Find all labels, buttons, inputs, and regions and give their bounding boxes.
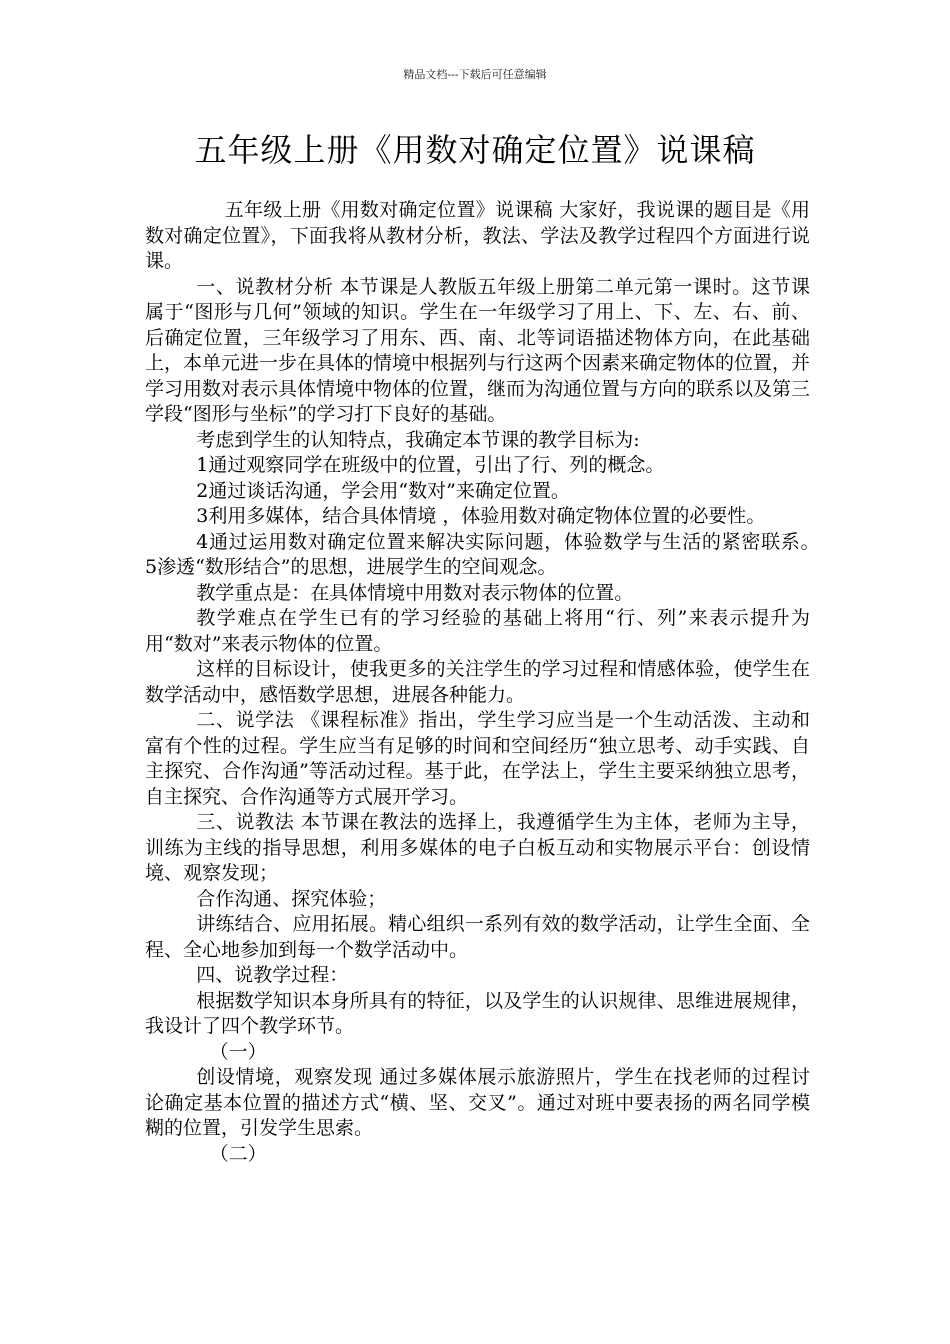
paragraph-intro: 五年级上册《用数对确定位置》说课稿 大家好，我说课的题目是《用数对确定位置》，下面我将从教材分析，教法、学法及教学过程四个方面进行说课。 bbox=[145, 199, 810, 272]
paragraph-goal-4-5: 4通过运用数对确定位置来解决实际问题，体验数学与生活的紧密联系。 5渗透“数形结合”的思想，进展学生的空间观念。 bbox=[145, 530, 849, 578]
paragraph-learning-method: 二、说学法 《课程标准》指出，学生学习应当是一个生动活泼、主动和富有个性的过程。学生应当有足够的时间和空间经历“独立思考、动手实践、自主探究、合作沟通”等活动过程。基于此，在学法上，学生主要采纳独立思考，自主探究、合作沟通等方式展开学习。 bbox=[145, 709, 810, 808]
section-marker-1: （一） bbox=[209, 1040, 267, 1063]
section-marker-2: （二） bbox=[209, 1142, 267, 1165]
paragraph-process-intro: 根据数学知识本身所具有的特征，以及学生的认识规律、思维进展规律，我设计了四个教学环节。 bbox=[145, 989, 810, 1037]
paragraph-goal-3: 3利用多媒体，结合具体情境 ，体验用数对确定物体位置的必要性。 bbox=[196, 505, 766, 527]
document-title: 五年级上册《用数对确定位置》说课稿 bbox=[194, 131, 756, 169]
paragraph-goals-intro: 考虑到学生的认知特点，我确定本节课的教学目标为: bbox=[196, 428, 640, 451]
paragraph-cooperation: 合作沟通、探究体验； bbox=[196, 887, 387, 910]
paragraph-goal-1: 1通过观察同学在班级中的位置，引出了行、列的概念。 bbox=[196, 454, 665, 476]
paragraph-practice: 讲练结合、应用拓展。精心组织一系列有效的数学活动，让学生全面、全程、全心地参加到每一个数学活动中。 bbox=[145, 913, 810, 961]
paragraph-difficulty: 教学难点在学生已有的学习经验的基础上将用“行、列”来表示提升为用“数对”来表示物体的位置。 bbox=[145, 607, 810, 655]
paragraph-goal-design: 这样的目标设计，使我更多的关注学生的学习过程和情感体验，使学生在数学活动中，感悟数学思想，进展各种能力。 bbox=[145, 658, 810, 706]
page-header: 精品文档---下载后可任意编辑 bbox=[403, 68, 547, 81]
paragraph-key-point: 教学重点是：在具体情境中用数对表示物体的位置。 bbox=[196, 581, 634, 604]
document-body bbox=[145, 198, 849, 1167]
paragraph-teaching-method: 三、说教法 本节课在教法的选择上，我遵循学生为主体，老师为主导，训练为主线的指导思想，利用多媒体的电子白板互动和实物展示平台：创设情境、观察发现； bbox=[145, 811, 810, 884]
paragraph-process-heading: 四、说教学过程： bbox=[196, 964, 349, 986]
paragraph-goal-2: 2通过谈话沟通，学会用“数对”来确定位置。 bbox=[196, 479, 570, 502]
paragraph-textbook-analysis: 一、说教材分析 本节课是人教版五年级上册第二单元第一课时。这节课属于“图形与几何”领域的知识。学生在一年级学习了用上、下、左、右、前、后确定位置，三年级学习了用东、西、南、北等词语描述物体方向，在此基础上，本单元进一步在具体的情境中根据列与行这两个因素来确定物体的位置，并学习用数对表示具体情境中物体的位置，继而为沟通位置与方向的联系以及第三学段“图形与坐标”的学习打下良好的基础。 bbox=[145, 275, 811, 425]
paragraph-stage-1: 创设情境，观察发现 通过多媒体展示旅游照片，学生在找老师的过程讨论确定基本位置的描述方式“横、坚、交叉”。通过对班中要表扬的两名同学模糊的位置，引发学生思索。 bbox=[145, 1066, 810, 1139]
